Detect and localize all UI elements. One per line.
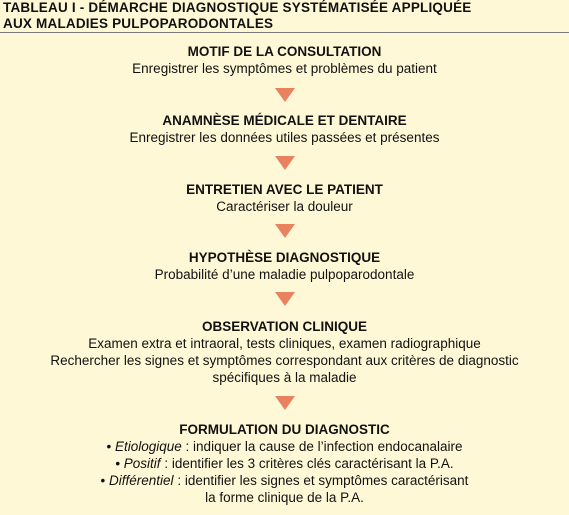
step-description: Probabilité d’une maladie pulpoparodontale <box>154 267 415 282</box>
bullet-term: Différentiel <box>109 473 174 488</box>
down-arrow-icon <box>275 292 295 306</box>
step-title: ENTRETIEN AVEC LE PATIENT <box>186 182 383 197</box>
diagnostic-continuation: la forme clinique de la P.A. <box>205 490 364 505</box>
diagnostic-bullet-positif <box>0 455 569 472</box>
step-description: Examen extra et intraoral, tests cliniques, examen radiographique <box>88 336 481 351</box>
step-observation <box>0 318 569 386</box>
step-description: spécifiques à la maladie <box>212 370 357 385</box>
bullet-marker: • <box>100 473 110 488</box>
step-description: Enregistrer les données utiles passées et présentes <box>129 130 440 145</box>
diagnostic-bullet-etiologique <box>0 438 569 455</box>
bullet-marker: • <box>115 456 124 471</box>
step-title: FORMULATION DU DIAGNOSTIC <box>179 422 390 437</box>
down-arrow-icon <box>275 156 295 170</box>
table-title-line-2: AUX MALADIES PULPOPARODONTALES <box>3 16 274 31</box>
table-title-line-1: TABLEAU I - DÉMARCHE DIAGNOSTIQUE SYSTÉMATISÉE APPLIQUÉE <box>3 0 472 15</box>
down-arrow-icon <box>275 396 295 410</box>
step-description: Rechercher les signes et symptômes correspondant aux critères de diagnostic <box>50 353 519 368</box>
diagnostic-bullet-differentiel <box>0 472 569 489</box>
step-hypothese <box>0 249 569 283</box>
down-arrow-icon <box>275 88 295 102</box>
step-title: ANAMNÈSE MÉDICALE ET DENTAIRE <box>162 113 407 128</box>
step-anamnese <box>0 112 569 146</box>
step-description: Enregistrer les symptômes et problèmes du patient <box>132 61 437 76</box>
step-formulation <box>0 421 569 506</box>
bullet-term: Etiologique <box>114 439 182 454</box>
bullet-text: : identifier les 3 critères clés caractérisant la P.A. <box>160 456 454 471</box>
bullet-text: : indiquer la cause de l’infection endocanalaire <box>181 439 463 454</box>
table-header <box>0 0 569 33</box>
step-motif <box>0 43 569 77</box>
bullet-text: : identifier les signes et symptômes caractérisant <box>173 473 469 488</box>
step-description: Caractériser la douleur <box>216 199 353 214</box>
step-entretien <box>0 181 569 215</box>
step-title: HYPOTHÈSE DIAGNOSTIQUE <box>188 250 381 265</box>
step-title: OBSERVATION CLINIQUE <box>201 319 367 334</box>
bullet-term: Positif <box>123 456 161 471</box>
down-arrow-icon <box>275 224 295 238</box>
step-title: MOTIF DE LA CONSULTATION <box>187 44 382 59</box>
bullet-marker: • <box>106 439 115 454</box>
